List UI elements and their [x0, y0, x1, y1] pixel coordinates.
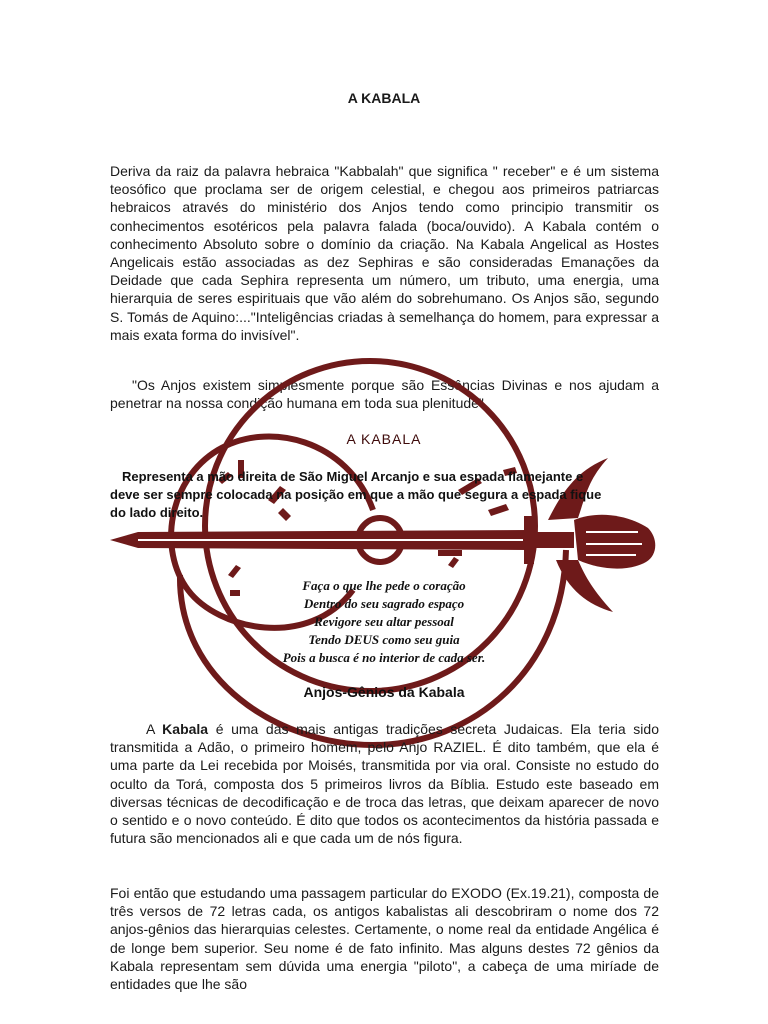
section-subtitle: Anjos-Gênios da Kabala — [303, 684, 465, 700]
poem-line: Tendo DEUS como seu guia — [308, 632, 460, 647]
sword-guard-icon — [524, 516, 534, 564]
paragraph-exodo: Foi então que estudando uma passagem particular do EXODO (Ex.19.21), composta de três versos de 72 letras cada, os antigos kabalistas ali descobriram o nome dos 72 anjos-gênios das hierarquias celestes. Certamente, o nome real da entidade Angélica é de longe bem superior. Seu nome é de fato infinito. Mas alguns destes 72 gênios da Kabala representam sem dúvida uma energia "piloto", a cabeça de uma miríade de entidades que lhe são — [110, 885, 659, 993]
emblem-poem — [0, 577, 768, 667]
poem-line: Faça o que lhe pede o coração — [302, 578, 466, 593]
paragraph-kabala-tradition — [110, 720, 659, 847]
paragraph-lead: A — [146, 721, 163, 737]
poem-line: Revigore seu altar pessoal — [314, 614, 454, 629]
document-title: A KABALA — [347, 90, 421, 106]
emblem-title: A KABALA — [346, 431, 422, 447]
paragraph-kabbalah-origin: Deriva da raiz da palavra hebraica "Kabbalah" que significa " receber" e é um sistema teosófico que proclama ser de origem celestial, e chegou aos primeiros patriarcas hebraicos através do ministério dos Anjos tendo como principio transmitir os conhecimentos esotéricos pela palavra falada (boca/ouvido). A Kabala contém o conhecimento Absoluto sobre o domínio da criação. Na Kabala Angelical as Hostes Angelicais estão associadas as dez Sephiras e são consideradas Emanações da Deidade que cada Sephira representa um número, um tributo, uma energia, uma hierarquia de seres espirituais que vão além do sobrehumano. Os Anjos são, segundo S. Tomás de Aquino:..."Inteligências criadas à semelhança do homem, para expressar a mais exata forma do invisível". — [110, 163, 659, 343]
emblem-caption: Representa a mão direita de São Miguel Arcanjo e sua espada flamejante e deve ser sempre colocada na posição em que a mão que segura a espada fique do lado direito. — [110, 469, 602, 520]
hand-icon — [574, 515, 655, 569]
keyword-kabala: Kabala — [162, 721, 209, 737]
paragraph-angels-quote: "Os Anjos existem simplesmente porque são Essências Divinas e nos ajudam a penetrar na nossa condição humana em toda sua plenitude". — [110, 377, 659, 412]
poem-line: Dentro do seu sagrado espaço — [303, 596, 465, 611]
paragraph-body: é uma das mais antigas tradições secreta Judaicas. Ela teria sido transmitida a Adão, o primeiro homem, pelo Anjo RAZIEL. É dito também, que ela é uma parte da Lei recebida por Moisés, transmitida por via oral. Consiste no estudo do oculto da Torá, composta dos 5 primeiros livros da Bíblia. Estudo este baseado em diversas técnicas de decodificação e de troca das letras, que deixam aparecer de novo o sentido e o novo conteúdo. É dito que todos os acontecimentos da história passada e futura são mencionados ali e que cada um de nós figura. — [110, 721, 659, 847]
sword-grip-icon — [534, 532, 574, 548]
poem-line: Pois a busca é no interior de cada ser. — [282, 650, 486, 665]
